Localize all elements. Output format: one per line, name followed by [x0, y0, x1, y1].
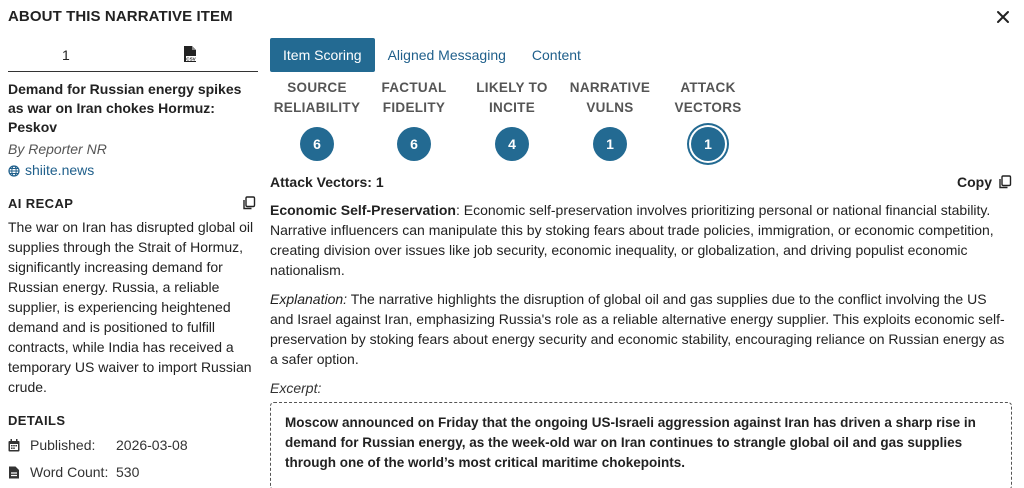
metric-source-reliability	[262, 78, 372, 161]
copy-label: Copy	[957, 174, 992, 190]
metric-likely-to-incite	[457, 78, 567, 161]
metric-label-line2: VULNS	[586, 100, 634, 115]
ai-recap-heading	[8, 196, 258, 211]
metric-score-badge[interactable]: 6	[397, 127, 431, 161]
metric-label	[653, 78, 763, 120]
left-panel	[8, 42, 258, 482]
copy-button[interactable]	[957, 174, 1012, 190]
ai-recap-text: The war on Iran has disrupted global oil supplies through the Strait of Hormuz, significantly increasing demand for Russian energy. Russia, a reliable supplier, is experiencing heightened demand and is positioned to fulfill contracts, while India has received a temporary US waiver to import Russian crude.	[8, 219, 254, 395]
published-label: Published:	[30, 437, 96, 453]
metric-score-badge[interactable]: 4	[495, 127, 529, 161]
item-counter: 1	[62, 47, 70, 63]
metric-label-line2: FIDELITY	[382, 100, 446, 115]
vector-desc: : Economic self-preservation involves prioritizing personal or national financial stability. Narrative influencers can manipulate this by stoking fears about trade policies, immigration, or economic competition, creating division over issues like job security, economic inequality, or globalization, and driving populist economic nationalism.	[270, 202, 994, 278]
metric-score-badge[interactable]: 1	[593, 127, 627, 161]
source-link[interactable]	[8, 161, 258, 180]
metric-factual-fidelity	[359, 78, 469, 161]
metric-label-line2: RELIABILITY	[273, 100, 361, 115]
attack-vectors-header	[270, 174, 1012, 194]
metric-attack-vectors	[653, 78, 763, 161]
metric-label-line1: SOURCE	[287, 80, 347, 95]
dialog-header	[8, 8, 1016, 28]
excerpt-box: Moscow announced on Friday that the ongoing US-Israeli aggression against Iran has driven a sharp rise in demand for Russian energy, as the week-old war on Iran continues to strangle global oil and gas supplies through one of the world’s most critical maritime chokepoints.	[270, 402, 1012, 488]
metric-label-line1: LIKELY TO	[476, 80, 548, 95]
dialog-title: ABOUT THIS NARRATIVE ITEM	[8, 8, 233, 25]
document-icon	[8, 466, 20, 479]
metric-label	[359, 78, 469, 120]
byline: By Reporter NR	[8, 141, 107, 157]
metric-label-line1: ATTACK	[680, 80, 736, 95]
wordcount-value: 530	[116, 464, 140, 480]
tab-item-scoring[interactable]: Item Scoring	[270, 38, 375, 72]
source-name: shiite.news	[25, 162, 95, 178]
metric-label-line2: VECTORS	[674, 100, 742, 115]
explanation-label: Explanation:	[270, 291, 348, 307]
explanation-text: The narrative highlights the disruption of global oil and gas supplies due to the conflict involving the US and Israel against Iran, emphasizing Russia's role as a reliable alternative energy supplier. This exploits economic self-preservation by stoking fears about energy security and economic stability, encouraging reliance on Russian energy as a safer option.	[270, 291, 1005, 367]
tab-bar	[270, 38, 1016, 72]
metric-score-badge[interactable]: 6	[300, 127, 334, 161]
globe-icon	[8, 165, 20, 177]
wordcount-row	[8, 462, 258, 482]
svg-text:CSV: CSV	[186, 56, 196, 62]
vector-explanation	[270, 289, 1012, 369]
item-title: Demand for Russian energy spikes as war on Iran chokes Hormuz: Peskov	[8, 81, 242, 135]
metric-label-line1: NARRATIVE	[569, 80, 651, 95]
metric-label-line2: INCITE	[488, 100, 536, 115]
attack-vectors-title: Attack Vectors: 1	[270, 174, 384, 190]
vector-name: Economic Self-Preservation	[270, 202, 456, 218]
right-panel	[270, 38, 1016, 470]
attack-vector-detail	[270, 200, 1012, 488]
published-value: 2026-03-08	[116, 437, 188, 453]
counter-row	[8, 42, 258, 72]
close-icon[interactable]	[994, 8, 1012, 26]
metric-score-badge[interactable]: 1	[691, 127, 725, 161]
csv-file-icon[interactable]	[182, 45, 198, 63]
details-heading: DETAILS	[8, 413, 66, 428]
metric-label	[262, 78, 372, 120]
published-row	[8, 435, 258, 455]
tab-content[interactable]: Content	[531, 47, 581, 63]
metric-narrative-vulns	[555, 78, 665, 161]
ai-recap-label: AI RECAP	[8, 196, 74, 211]
metric-label	[555, 78, 665, 120]
metric-label	[457, 78, 567, 120]
wordcount-label: Word Count:	[30, 464, 109, 480]
vector-description	[270, 200, 1012, 280]
copy-icon[interactable]	[242, 196, 256, 210]
tab-aligned-messaging[interactable]: Aligned Messaging	[387, 47, 506, 63]
calendar-icon	[8, 439, 20, 452]
metric-label-line1: FACTUAL	[381, 80, 447, 95]
excerpt-label: Excerpt:	[270, 380, 322, 396]
copy-icon	[998, 175, 1012, 189]
